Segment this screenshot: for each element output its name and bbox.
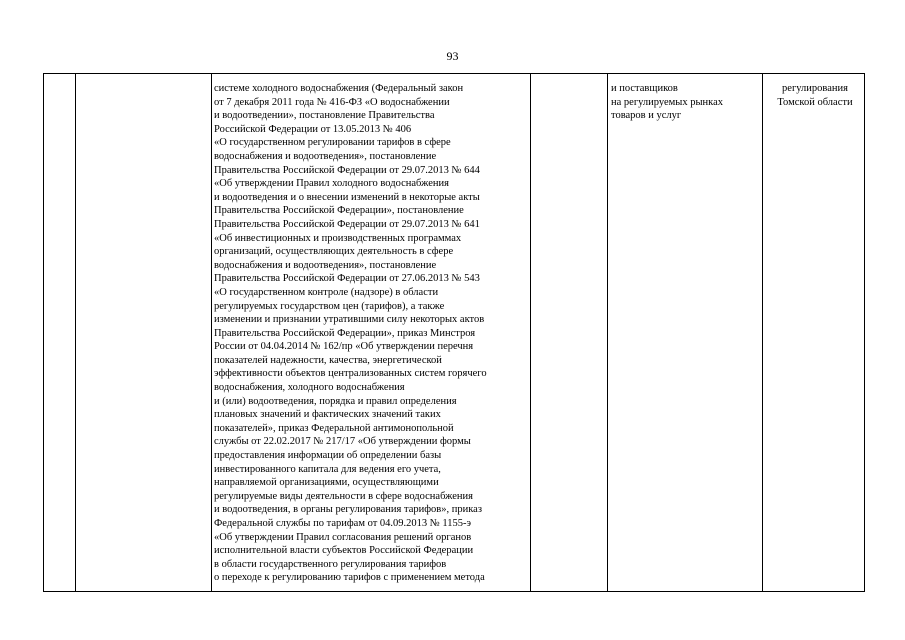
legal-text-line: Федеральной службы по тарифам от 04.09.2013 № 1155-э bbox=[214, 518, 472, 529]
legal-text-line: и (или) водоотведения, порядка и правил определения bbox=[214, 395, 457, 407]
cell-text-line: Томской области bbox=[777, 96, 853, 108]
legal-text-line: в области государственного регулирования тарифов bbox=[214, 558, 447, 570]
legal-text-line: Российской Федерации от 13.05.2013 № 406 bbox=[214, 123, 412, 135]
legal-text-line: регулируемые виды деятельности в сфере водоснабжения bbox=[214, 490, 473, 502]
cell-text-line: и поставщиков bbox=[611, 83, 678, 94]
legal-text-line: исполнительной власти субъектов Российской Федерации bbox=[214, 545, 474, 557]
legal-text-line: Правительства Российской Федерации», приказ Минстроя bbox=[214, 327, 476, 339]
legal-text-line: регулируемых государством цен (тарифов), а также bbox=[214, 300, 445, 312]
legal-text-line: России от 04.04.2014 № 162/пр «Об утверждении перечня bbox=[214, 341, 474, 353]
column-divider bbox=[762, 73, 763, 592]
regulation-body-cell bbox=[765, 82, 865, 109]
suppliers-cell bbox=[611, 82, 761, 123]
legal-text-line: водоснабжения и водоотведения», постановление bbox=[214, 259, 437, 271]
legal-text-line: «О государственном регулировании тарифов в сфере bbox=[214, 137, 451, 149]
legal-text-line: «Об утверждении Правил холодного водоснабжения bbox=[214, 178, 449, 190]
legal-acts-cell bbox=[214, 82, 530, 585]
legal-text-line: эффективности объектов централизованных систем горячего bbox=[214, 368, 487, 380]
legal-text-line: «Об утверждении Правил согласования решений органов bbox=[214, 531, 472, 543]
legal-text-line: и водоотведения, в органы регулирования тарифов», приказ bbox=[214, 504, 482, 516]
legal-text-line: и водоотведении», постановление Правительства bbox=[214, 110, 435, 122]
legal-text-line: Правительства Российской Федерации от 29.07.2013 № 641 bbox=[214, 218, 480, 230]
legal-text-line: водоснабжения, холодного водоснабжения bbox=[214, 382, 405, 394]
legal-text-line: организаций, осуществляющих деятельность в сфере bbox=[214, 246, 454, 258]
legal-text-line: от 7 декабря 2011 года № 416-ФЗ «О водоснабжении bbox=[214, 96, 450, 108]
legal-text-line: водоснабжения и водоотведения», постановление bbox=[214, 150, 437, 162]
page-number: 93 bbox=[446, 49, 459, 63]
legal-text-line: Правительства Российской Федерации от 27.06.2013 № 543 bbox=[214, 273, 480, 285]
legal-text-line: показателей надежности, качества, энергетической bbox=[214, 354, 442, 366]
legal-text-line: Правительства Российской Федерации от 29.07.2013 № 644 bbox=[214, 164, 480, 176]
column-divider bbox=[211, 73, 212, 592]
legal-text-line: изменении и признании утратившими силу некоторых актов bbox=[214, 314, 485, 326]
column-divider bbox=[530, 73, 531, 592]
cell-text-line: регулирования bbox=[782, 83, 848, 94]
legal-text-line: системе холодного водоснабжения (Федеральный закон bbox=[214, 83, 464, 94]
legal-text-line: о переходе к регулированию тарифов с применением метода bbox=[214, 572, 485, 584]
legal-text-line: «О государственном контроле (надзоре) в области bbox=[214, 286, 439, 298]
legal-text-line: службы от 22.02.2017 № 217/17 «Об утверждении формы bbox=[214, 436, 471, 448]
legal-text-line: инвестированного капитала для ведения его учета, bbox=[214, 463, 441, 475]
legal-text-line: показателей», приказ Федеральной антимонопольной bbox=[214, 422, 454, 434]
legal-text-line: предоставления информации об определении базы bbox=[214, 450, 442, 462]
cell-text-line: товаров и услуг bbox=[611, 110, 682, 122]
column-divider bbox=[607, 73, 608, 592]
legal-text-line: «Об инвестиционных и производственных программах bbox=[214, 232, 462, 244]
legal-text-line: Правительства Российской Федерации», постановление bbox=[214, 205, 464, 217]
legal-text-line: направляемой организациями, осуществляющими bbox=[214, 477, 439, 489]
cell-text-line: на регулируемых рынках bbox=[611, 96, 724, 108]
legal-text-line: и водоотведения и о внесении изменений в некоторые акты bbox=[214, 191, 480, 203]
column-divider bbox=[75, 73, 76, 592]
legal-text-line: плановых значений и фактических значений таких bbox=[214, 409, 441, 421]
